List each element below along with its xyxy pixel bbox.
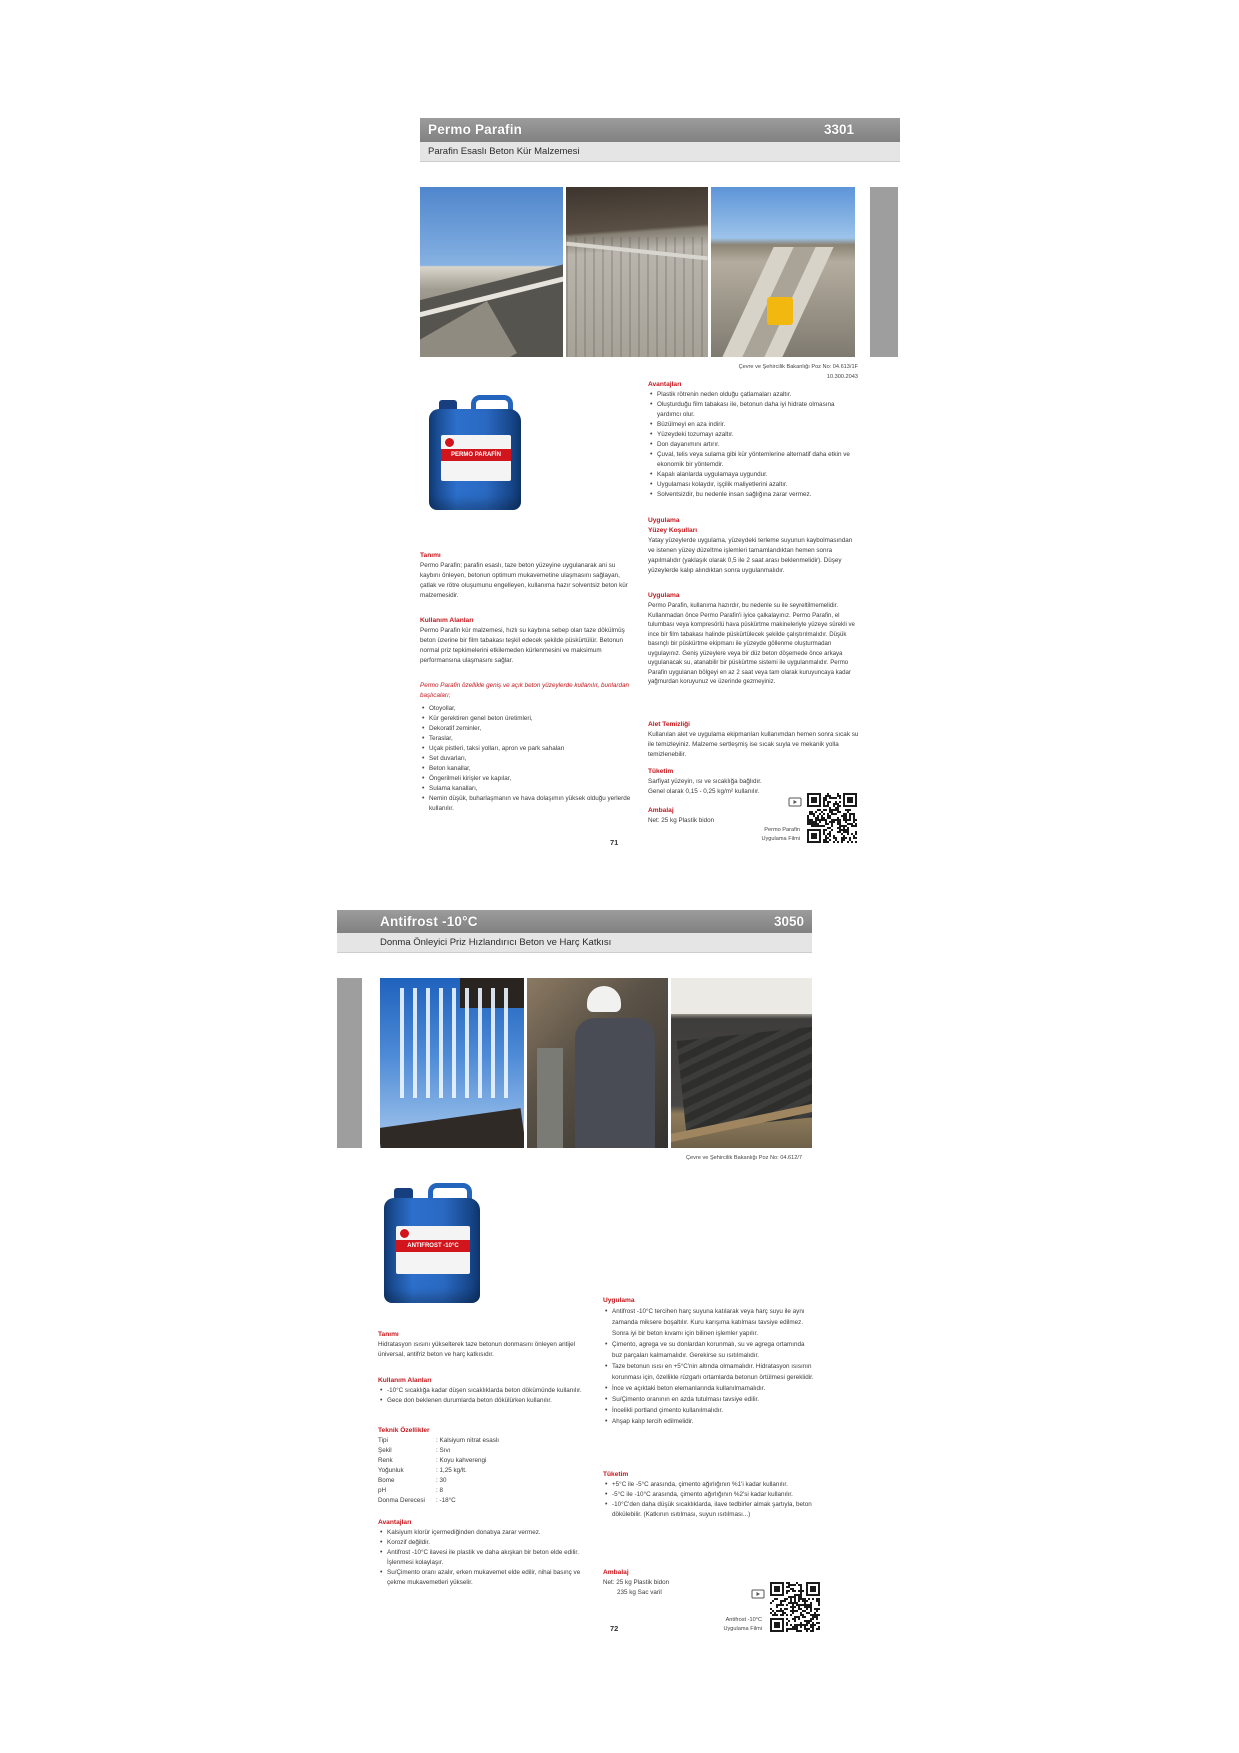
application-item: • Su/Çimento oranının en azda tutulması tavsiye edilir. xyxy=(603,1394,815,1405)
usage-item: • Otoyollar, xyxy=(420,704,632,714)
advantage-item: • Plastik rötrenin neden olduğu çatlamaları azaltır. xyxy=(648,390,860,400)
spec-value: : -18°C xyxy=(436,1497,456,1504)
cleaning-section xyxy=(648,720,860,760)
packaging-section xyxy=(603,1568,733,1598)
usage-item: • Set duvarları, xyxy=(420,754,632,764)
cleaning-heading: Alet Temizliği xyxy=(648,721,691,728)
worker-helmet xyxy=(587,986,621,1012)
spec-label: Renk xyxy=(378,1457,393,1464)
packaging-line: Net: 25 kg Plastik bidon xyxy=(648,817,715,824)
photo-3 xyxy=(671,978,812,1148)
description-section xyxy=(420,551,632,601)
spec-row xyxy=(378,1496,592,1506)
usage-item: • Teraslar, xyxy=(420,734,632,744)
advantage-item: • Oluşturduğu film tabakası ile, betonun daha iyi hidrate olmasına yardımcı olur. xyxy=(648,400,860,420)
product-title: Antifrost -10°C xyxy=(380,914,478,929)
application-item: • Taze betonun ısısı en +5°C'nin altında olmamalıdır. Hidratasyon ısısının korunması için, özellikle rüzgarlı ortamlarda betonun örtülmesi gereklidir. xyxy=(603,1361,815,1383)
advantage-item: • Büzülmeyi en aza indirir. xyxy=(648,420,860,430)
application-method-section xyxy=(648,591,860,687)
advantage-item: • Çuval, telis veya sulama gibi kür yöntemlerine alternatif daha etkin ve ekonomik bir yöntemdir. xyxy=(648,450,860,470)
advantage-item: • Solventsizdir, bu nedenle insan sağlığına zarar vermez. xyxy=(648,490,860,500)
advantages-list xyxy=(648,390,860,500)
video-title: Permo Parafin xyxy=(764,827,800,833)
approval-number: Çevre ve Şehircilik Bakanlığı Poz No: 04.613/1F xyxy=(738,364,858,370)
film-icon xyxy=(751,1588,765,1600)
pipe xyxy=(537,1048,563,1148)
product-subtitle-band xyxy=(337,933,812,953)
description-heading: Tanımı xyxy=(420,552,441,559)
photo-2 xyxy=(566,187,708,357)
spec-label: Bome xyxy=(378,1477,395,1484)
side-stripe xyxy=(337,978,362,1148)
specs-heading: Teknik Özellikler xyxy=(378,1427,430,1434)
usage-item: • Beton kanallar, xyxy=(420,764,632,774)
photo-1 xyxy=(420,187,563,357)
photo-3 xyxy=(711,187,855,357)
spec-value: : 8 xyxy=(436,1487,444,1494)
usage-item: • Dekoratif zeminler, xyxy=(420,724,632,734)
consumption-item: • -10°C'den daha düşük sıcaklıklarda, ilave tedbirler almak şartıyla, beton dökülebilir. (Katkının ısıtılması, suyun ısıtılması...) xyxy=(603,1500,815,1520)
application-method-heading: Uygulama xyxy=(648,592,680,599)
application-heading: Uygulama xyxy=(603,1297,635,1304)
surface-conditions-heading: Yüzey Koşulları xyxy=(648,527,698,534)
consumption-heading: Tüketim xyxy=(648,768,674,775)
spec-row xyxy=(378,1446,592,1456)
yellow-container xyxy=(767,297,793,325)
consumption-lines xyxy=(648,777,798,797)
spec-value: : Kalsiyum nitrat esaslı xyxy=(436,1437,499,1444)
application-list xyxy=(603,1306,815,1427)
can-label-text: PERMO PARAFİN xyxy=(441,449,511,461)
description-heading: Tanımı xyxy=(378,1331,399,1338)
approval-number: Çevre ve Şehircilik Bakanlığı Poz No: 04.612/7 xyxy=(686,1155,802,1161)
surface-conditions-text: Yatay yüzeylerde uygulama, yüzeydeki terleme suyunun kaybolmasından ve istenen yüzey düzeltme işlemleri tamamlandıktan hemen sonra yapılmalıdır (yaklaşık olarak 0,5 ile 2 saat arası beklenmelidir). Düşey yüzeylerde kalıp alındıktan sonra uygulanmalıdır. xyxy=(648,537,853,574)
application-heading xyxy=(648,516,860,576)
film-icon xyxy=(788,796,802,808)
advantage-item: • Kapalı alanlarda uygulamaya uygundur. xyxy=(648,470,860,480)
side-stripe xyxy=(870,187,898,357)
product-header-bar xyxy=(420,118,900,142)
can-label xyxy=(441,435,511,481)
usage-item: • Nemin düşük, buharlaşmanın ve hava dolaşımın yüksek olduğu yerlerde kullanılır. xyxy=(420,794,632,814)
spec-row xyxy=(378,1436,592,1446)
usage-section xyxy=(378,1376,592,1406)
product-title: Permo Parafin xyxy=(428,122,523,137)
spec-label: Yoğunluk xyxy=(378,1467,404,1474)
video-title: Antifrost -10°C xyxy=(725,1617,762,1623)
advantage-item: • Antifrost -10°C ilavesi ile plastik ve daha akışkan bir beton elde edilir. İşlenmesi kolaylaşır. xyxy=(378,1548,592,1568)
advantage-item: • Su/Çimento oranı azalır, erken mukavemet elde edilir, nihai basınç ve çekme mukavemetleri yükselir. xyxy=(378,1568,592,1588)
product-subtitle: Parafin Esaslı Beton Kür Malzemesi xyxy=(428,146,580,157)
video-subtitle: Uygulama Filmi xyxy=(723,1626,762,1632)
product-header-bar xyxy=(337,910,812,933)
specs-section xyxy=(378,1426,592,1506)
spec-value: : 1,25 kg/lt. xyxy=(436,1467,467,1474)
application-item: • Çimento, agrega ve su donlardan korunmalı, su ve agrega ortamında buz parçaları kalmamalıdır. Gerekirse su ısıtılmalıdır. xyxy=(603,1339,815,1361)
packaging-line: Net: 25 kg Plastik bidon xyxy=(603,1579,670,1586)
usage-note: Permo Parafin özellikle geniş ve açık beton yüzeylerde kullanılır, bunlardan başlıcaları; xyxy=(420,682,629,699)
consumption-item: • +5°C ile -5°C arasında, çimento ağırlığının %1'i kadar kullanılır. xyxy=(603,1480,815,1490)
qr-pattern xyxy=(770,1582,820,1632)
spec-value: : Sıvı xyxy=(436,1447,451,1454)
spec-label: Tipi xyxy=(378,1437,388,1444)
spec-label: Şekil xyxy=(378,1447,392,1454)
packaging-lines xyxy=(603,1578,733,1598)
usage-text: Permo Parafin kür malzemesi, hızlı su kaybına sebep olan taze dökülmüş beton üzerine bir film tabakası teşkil edecek şekilde püskürtülür. Betonun normal priz tepkimelerini etkilemeden kürlenmesini ve maksimum performansına ulaşmasını sağlar. xyxy=(420,627,625,664)
advantages-heading: Avantajları xyxy=(378,1519,412,1526)
product-container-image xyxy=(380,1183,484,1303)
application-item: • İncelikli portland çimento kullanılmalıdır. xyxy=(603,1405,815,1416)
spec-value: : Koyu kahverengi xyxy=(436,1457,487,1464)
brand-logo-icon xyxy=(399,1228,410,1239)
usage-list xyxy=(420,704,632,814)
usage-heading: Kullanım Alanları xyxy=(378,1377,432,1384)
application-item: • Ahşap kalıp tercih edilmelidir. xyxy=(603,1416,815,1427)
can-body xyxy=(384,1198,480,1303)
worker-body xyxy=(575,1018,655,1148)
packaging-heading: Ambalaj xyxy=(603,1569,629,1576)
packaging-heading: Ambalaj xyxy=(648,807,674,814)
usage-list xyxy=(378,1386,592,1406)
usage-item: • Uçak pistleri, taksi yolları, apron ve park sahaları xyxy=(420,744,632,754)
advantage-item: • Korozif değildir. xyxy=(378,1538,592,1548)
packaging-lines xyxy=(648,816,778,826)
brand-logo-icon xyxy=(444,437,455,448)
spec-row xyxy=(378,1456,592,1466)
packaging-section xyxy=(648,806,778,826)
page-number: 71 xyxy=(610,838,619,847)
product-container-image xyxy=(425,395,525,510)
application-item: • İnce ve açıktaki beton elemanlarında kullanılmamalıdır. xyxy=(603,1383,815,1394)
can-body xyxy=(429,409,521,510)
advantages-list xyxy=(378,1528,592,1588)
consumption-item: • -5°C ile -10°C arasında, çimento ağırlığının %2'si kadar kullanılır. xyxy=(603,1490,815,1500)
spec-row xyxy=(378,1466,592,1476)
icicles xyxy=(400,988,510,1098)
product-subtitle: Donma Önleyici Priz Hızlandırıcı Beton ve Harç Katkısı xyxy=(380,937,612,948)
spec-value: : 30 xyxy=(436,1477,447,1484)
application-method-text: Permo Parafin, kullanıma hazırdır, bu nedenle su ile seyreltilmemelidir. Kullanmadan önce Permo Parafin'i iyice çalkalayınız. Permo Parafin, el tulumbası veya kompresörlü hava püskürtme makineleriyle yüzeye sürekli ve ince bir film tabakası halinde püskürtülecek şekilde çalıştırılmalıdır. Düşük basınçlı bir püskürtme ekipmanı ile yüzeyde göllenme oluşturmadan uygulayınız. Geniş yüzeylere veya bir düz beton döşemede önce arkaya uygulanacak su, atanabilir bir püskürtme sistemi ile uygulanmalıdır. Permo Parafin uygulanan bölgeyi en az 2 saat veya tam olarak kuruyuncaya kadar yağmurdan koruyunuz ve üzerinde gezmeyiniz. xyxy=(648,602,855,685)
description-text: Hidratasyon ısısını yükselterek taze betonun donmasını önleyen antijel üniversal, antifriz beton ve harç katkısıdır. xyxy=(378,1341,576,1358)
usage-item: • -10°C sıcaklığa kadar düşen sıcaklıklarda beton dökümünde kullanılır. xyxy=(378,1386,592,1396)
consumption-section xyxy=(648,767,798,797)
usage-item: • Gece don beklenen durumlarda beton dökülürken kullanılır. xyxy=(378,1396,592,1406)
consumption-list xyxy=(603,1480,815,1520)
photo-2 xyxy=(527,978,668,1148)
consumption-line: Genel olarak 0,15 - 0,25 kg/m² kullanılır. xyxy=(648,788,760,795)
can-label-text: ANTIFROST -10°C xyxy=(396,1240,470,1252)
spec-label: Donma Derecesi xyxy=(378,1497,425,1504)
advantages-section xyxy=(648,380,860,500)
usage-item: • Sulama kanalları, xyxy=(420,784,632,794)
qr-code xyxy=(770,1582,820,1632)
usage-section xyxy=(420,616,632,666)
specs-table xyxy=(378,1436,592,1506)
spec-row xyxy=(378,1486,592,1496)
usage-item: • Kür gerektiren genel beton üretimleri, xyxy=(420,714,632,724)
advantage-item: • Uygulaması kolaydır, işçilik maliyetlerini azaltır. xyxy=(648,480,860,490)
consumption-section xyxy=(603,1470,815,1520)
usage-areas-section xyxy=(420,681,632,814)
product-code: 3050 xyxy=(773,914,804,929)
spec-row xyxy=(378,1476,592,1486)
advantages-heading: Avantajları xyxy=(648,381,682,388)
application-title: Uygulama xyxy=(648,517,680,524)
spec-label: pH xyxy=(378,1487,387,1494)
snow-patch xyxy=(671,978,812,1014)
usage-heading: Kullanım Alanları xyxy=(420,617,474,624)
packaging-line: 235 kg Sac varil xyxy=(617,1589,662,1596)
application-item: • Antifrost -10°C tercihen harç suyuna katılarak veya harç suyu ile aynı zamanda miksere boşaltılır. Kuru karışıma katılması tavsiye edilmez. Sonra iyi bir beton kıvamı için bilinen işlemler yapılır. xyxy=(603,1306,815,1339)
roof-bottom xyxy=(380,1108,524,1148)
photo-1 xyxy=(380,978,524,1148)
advantage-item: • Yüzeydeki tozumayı azaltır. xyxy=(648,430,860,440)
advantages-section xyxy=(378,1518,592,1588)
page-number: 72 xyxy=(610,1624,619,1633)
description-section xyxy=(378,1330,592,1360)
advantage-item: • Don dayanımını artırır. xyxy=(648,440,860,450)
consumption-line: Sarfiyat yüzeyin, ısı ve sıcaklığa bağlıdır. xyxy=(648,778,762,785)
description-text: Permo Parafin; parafin esaslı, taze beton yüzeyine uygulanarak ani su kaybını önleyen, betonun optimum mukavemetine ulaşmasını sağlayan, çatlak ve rötre oluşumunu engelleyen, kullanıma hazır solventsiz beton kür malzemesidir. xyxy=(420,562,628,599)
product-code: 3301 xyxy=(823,122,854,137)
product-subtitle-band xyxy=(420,142,900,162)
video-subtitle: Uygulama Filmi xyxy=(761,836,800,842)
advantage-item: • Kalsiyum klorür içermediğinden donatıya zarar vermez. xyxy=(378,1528,592,1538)
usage-item: • Öngerilmeli kirişler ve kapılar, xyxy=(420,774,632,784)
qr-code xyxy=(807,793,857,843)
approval-code: 10.300.2043 xyxy=(826,374,858,380)
cleaning-text: Kullanılan alet ve uygulama ekipmanları kullanımdan hemen sonra sıcak su ile temizleyiniz. Malzeme sertleşmiş ise sıcak suyla ve mekanik yolla temizlenebilir. xyxy=(648,731,859,758)
can-label xyxy=(396,1226,470,1274)
application-section xyxy=(603,1296,815,1427)
qr-pattern xyxy=(807,793,857,843)
consumption-heading: Tüketim xyxy=(603,1471,629,1478)
